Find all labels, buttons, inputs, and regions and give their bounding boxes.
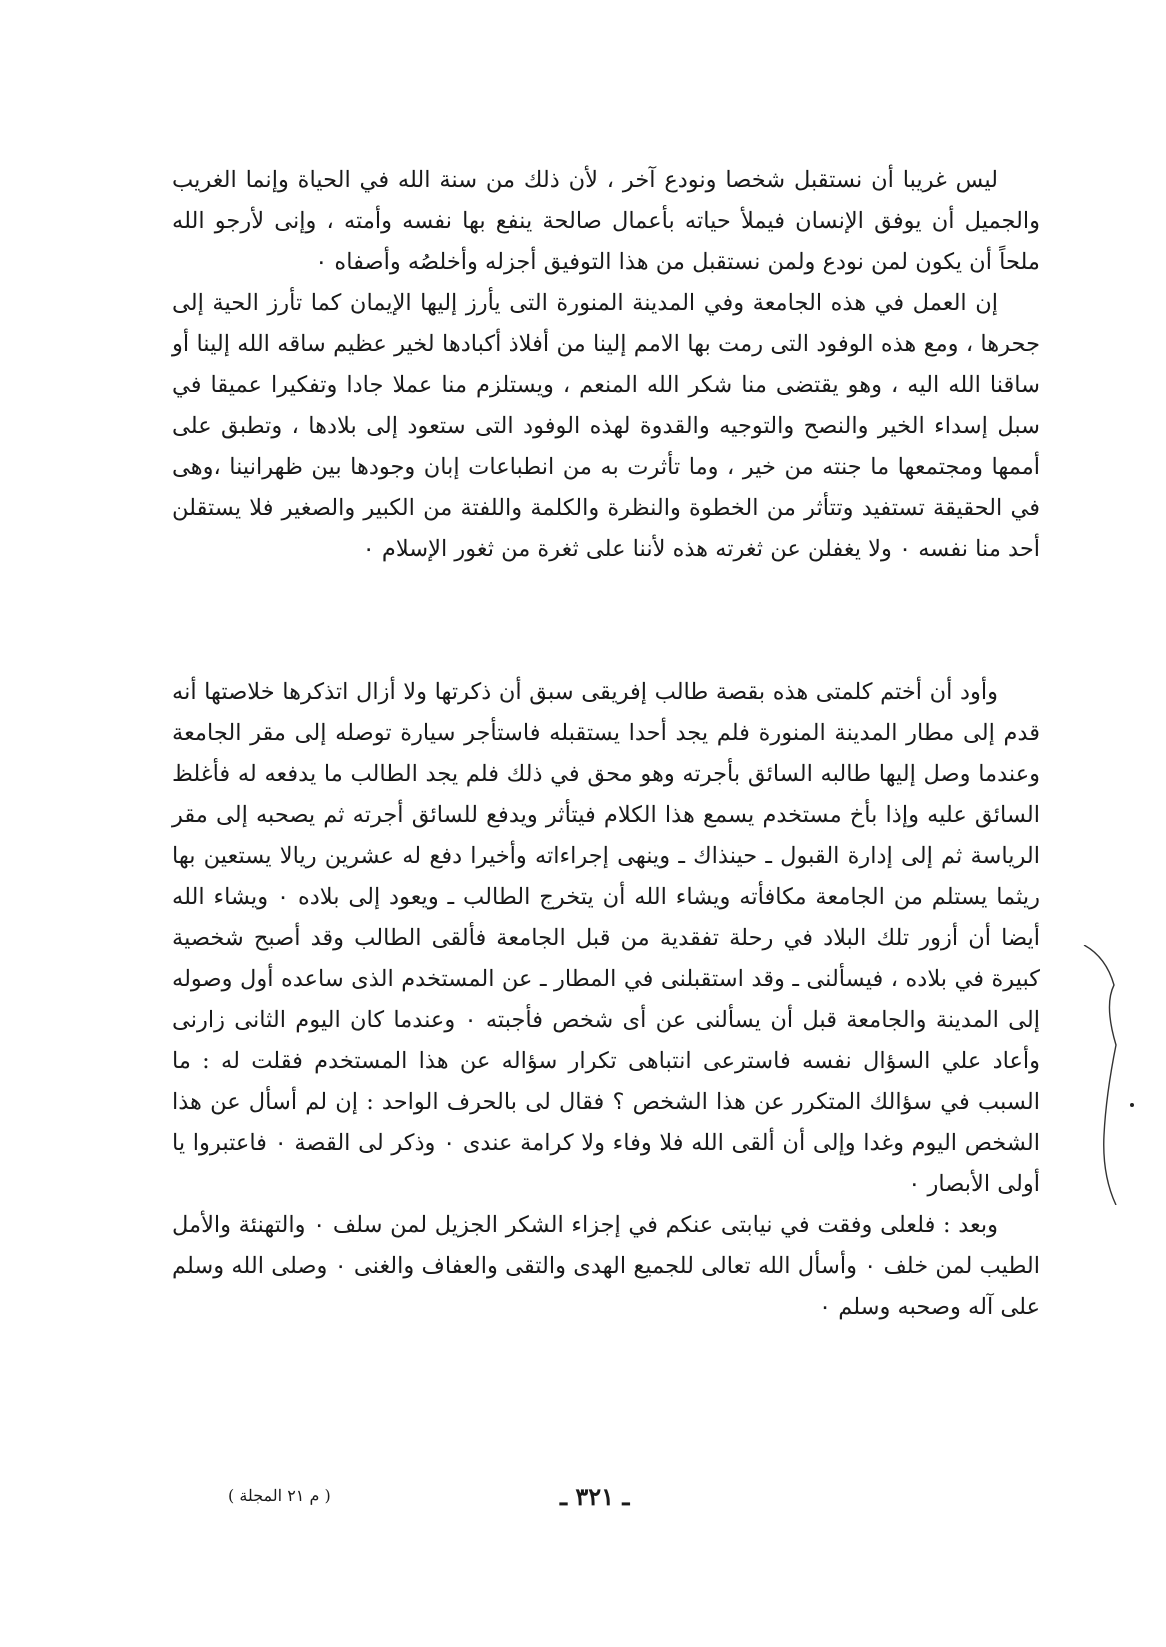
paragraph-african-student-story: وأود أن أختم كلمتى هذه بقصة طالب إفريقى سبق أن ذكرتها ولا أزال اتذكرها خلاصتها أنه قدم إلى مطار المدينة المنورة فلم يجد أحدا يستقبله فاستأجر سيارة توصله إلى مقر الجامعة وعندما وصل إليها طالبه السائق بأجرته وهو محق في ذلك فلم يجد الطالب ما يدفعه له فأغلظ السائق عليه وإذا بأخ مستخدم يسمع هذا الكلام فيتأثر ويدفع للسائق أجرته ثم يصحبه إلى مقر الرياسة ثم إلى إدارة القبول ـ حينذاك ـ وينهى إجراءاته وأخيرا دفع له عشرين ريالا يستعين بها ريثما يستلم من الجامعة مكافأته ويشاء الله أن يتخرج الطالب ـ ويعود إلى بلاده ٠ ويشاء الله أيضا أن أزور تلك البلاد في رحلة تفقدية من قبل الجامعة فألقى الطالب وقد أصبح شخصية كبيرة في بلاده ، فيسألنى ـ وقد استقبلنى في المطار ـ عن المستخدم الذى ساعده أول وصوله إلى المدينة والجامعة قبل أن يسألنى عن أى شخص فأجبته ٠ وعندما كان اليوم الثانى زارنى وأعاد علي السؤال نفسه فاسترعى انتباهى تكرار سؤاله عن هذا المستخدم فقلت له : ما السبب في سؤالك المتكرر عن هذا الشخص ؟ فقال لى بالحرف الواحد : إن لم أسأل عن هذا الشخص اليوم وغدا وإلى أن ألقى الله فلا وفاء ولا كرامة عندى ٠ وذكر لى القصة ٠ فاعتبروا يا أولى الأبصار ٠	[172, 679, 1040, 1197]
page-number: ـ ٣٢١ ـ	[560, 1482, 630, 1511]
opening-section	[172, 160, 1040, 570]
margin-bracket-mark	[1076, 945, 1136, 1205]
closing-section	[172, 672, 1040, 1328]
paragraph-conclusion: وبعد : فلعلى وفقت في نيابتى عنكم في إجزاء الشكر الجزيل لمن سلف ٠ والتهنئة والأمل الطيب لمن خلف ٠ وأسأل الله تعالى للجميع الهدى والتقى والعفاف والغنى ٠ وصلى الله وسلم على آله وصحبه وسلم ٠	[172, 1212, 1041, 1320]
paragraph-university-work: إن العمل في هذه الجامعة وفي المدينة المنورة التى يأرز إليها الإيمان كما تأرز الحية إلى جحرها ، ومع هذه الوفود التى رمت بها الامم إلينا من أفلاذ أكبادها لخير عظيم ساقه الله إلينا أو ساقنا الله اليه ، وهو يقتضى منا شكر الله المنعم ، ويستلزم منا عملا جادا وتفكيرا عميقا في سبل إسداء الخير والنصح والتوجيه والقدوة لهذه الوفود التى ستعود إلى بلادها ، وتطبق على أممها ومجتمعها ما جنته من خير ، وما تأثرت به من انطباعات إبان وجودها بين ظهرانينا ،وهى في الحقيقة تستفيد وتتأثر من الخطوة والنظرة والكلمة واللفتة من الكبير والصغير فلا يستقلن أحد منا نفسه ٠ ولا يغفلن عن ثغرته هذه لأننا على ثغرة من ثغور الإسلام ٠	[172, 290, 1040, 562]
paragraph-farewell: ليس غريبا أن نستقبل شخصا ونودع آخر ، لأن ذلك من سنة الله في الحياة وإنما الغريب والجميل أن يوفق الإنسان فيملأ حياته بأعمال صالحة ينفع بها نفسه وأمته ، وإنى لأرجو الله ملحاً أن يكون لمن نودع ولمن نستقبل من هذا التوفيق أجزله وأخلصُه وأصفاه ٠	[172, 167, 1040, 275]
magazine-reference: ( م ٢١ المجلة )	[228, 1486, 331, 1505]
